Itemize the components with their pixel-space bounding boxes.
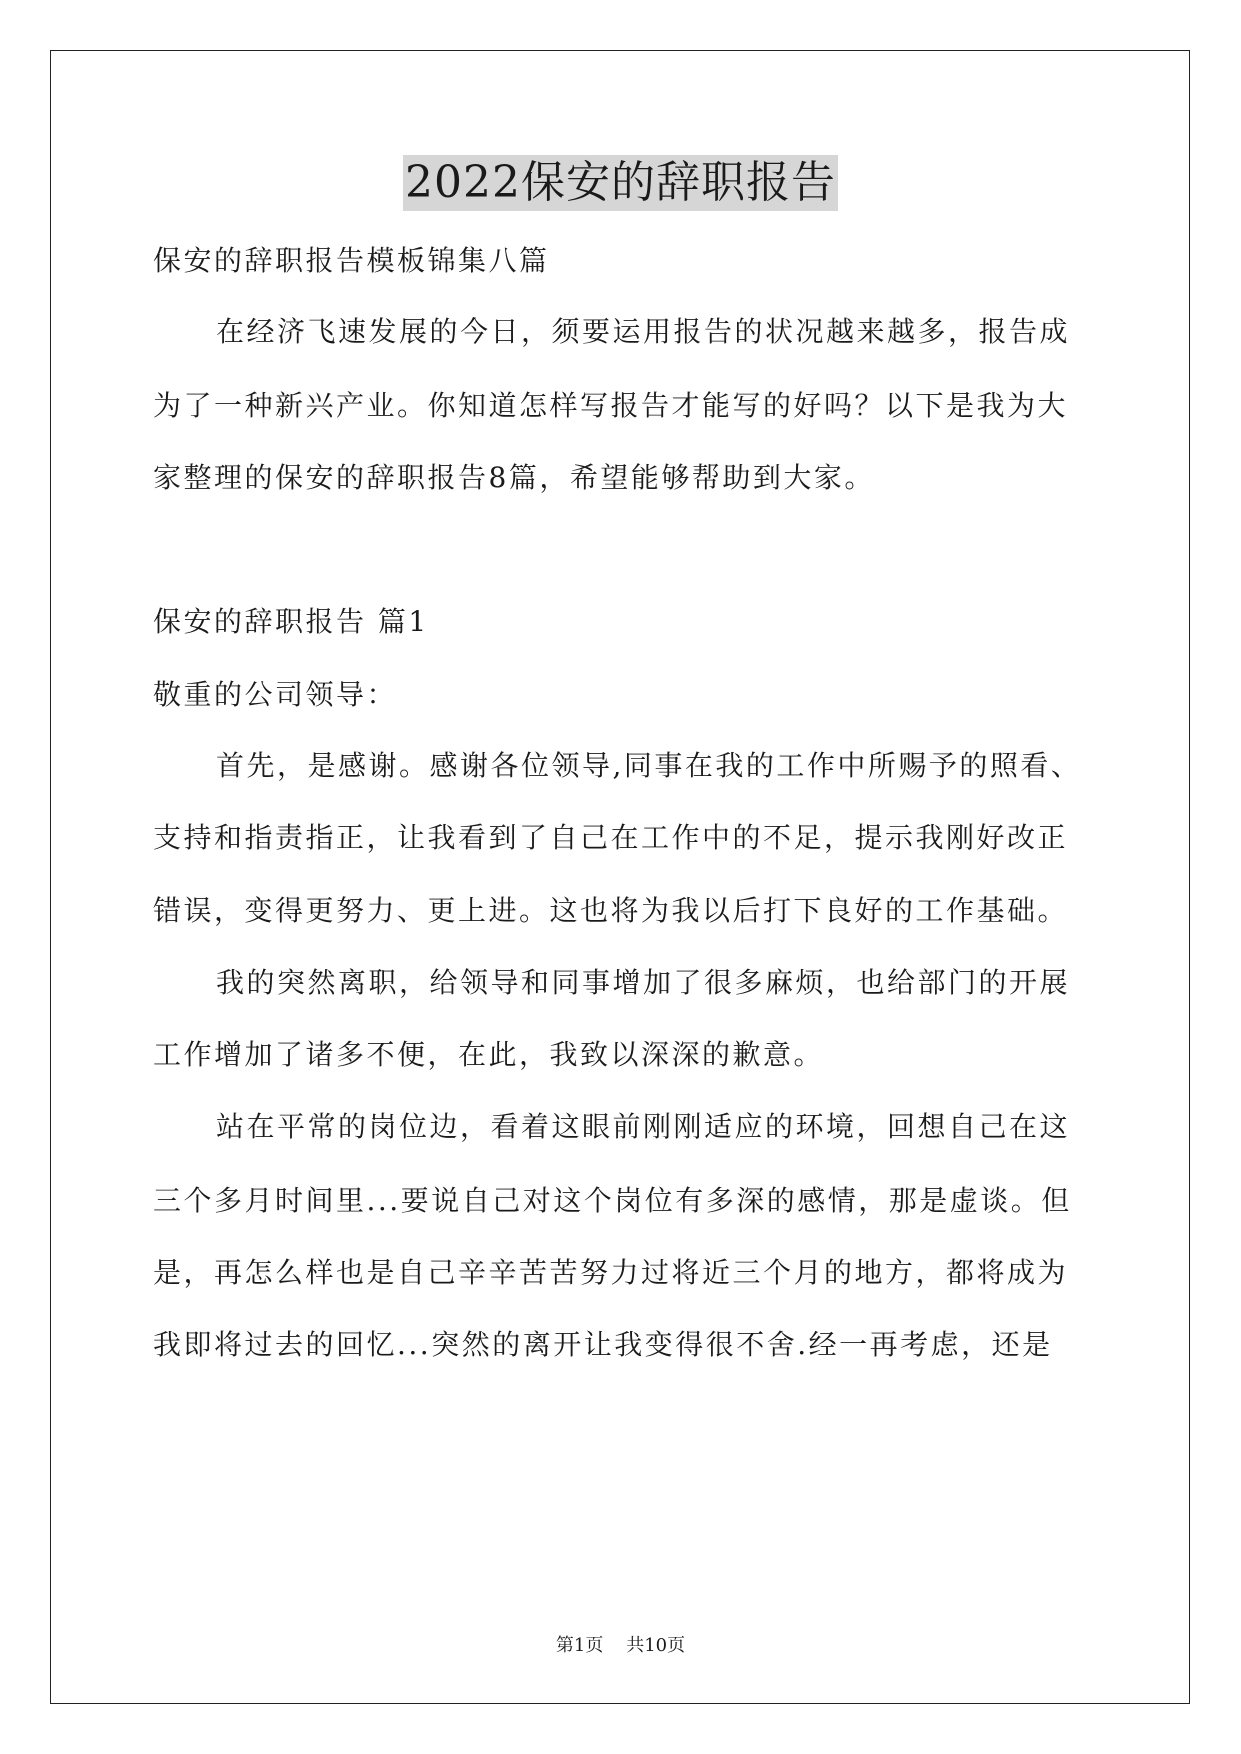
body-line: 我的突然离职，给领导和同事增加了很多麻烦，也给部门的开展 [216,966,1071,999]
body-line: 是，再怎么样也是自己辛辛苦苦努力过将近三个月的地方，都将成为 [153,1256,1069,1289]
page-footer [0,1634,1241,1658]
total-pages: 共10页 [626,1635,686,1656]
document-subtitle: 保安的辞职报告模板锦集八篇 [153,244,550,277]
page-border [50,50,1190,1704]
salutation: 敬重的公司领导： [153,678,398,711]
body-line: 工作增加了诸多不便，在此，我致以深深的歉意。 [153,1038,825,1071]
section-heading: 保安的辞职报告 篇1 [153,605,429,638]
body-line: 错误，变得更努力、更上进。这也将为我以后打下良好的工作基础。 [153,894,1069,927]
body-line: 站在平常的岗位边，看着这眼前刚刚适应的环境，回想自己在这 [216,1110,1071,1143]
body-line: 三个多月时间里...要说自己对这个岗位有多深的感情，那是虚谈。但 [153,1184,1072,1217]
intro-line: 为了一种新兴产业。你知道怎样写报告才能写的好吗？以下是我为大 [153,389,1069,422]
intro-line: 家整理的保安的辞职报告8篇，希望能够帮助到大家。 [153,461,875,494]
body-line: 我即将过去的回忆...突然的离开让我变得很不舍.经一再考虑，还是 [153,1328,1053,1361]
body-line: 首先，是感谢。感谢各位领导,同事在我的工作中所赐予的照看、 [216,749,1082,782]
page-number: 第1页 [555,1635,604,1656]
body-line: 支持和指责指正，让我看到了自己在工作中的不足，提示我刚好改正 [153,821,1069,854]
title-container [0,155,1241,211]
footer-gap [603,1635,626,1656]
document-title: 2022保安的辞职报告 [403,155,838,211]
intro-line: 在经济飞速发展的今日，须要运用报告的状况越来越多，报告成 [216,315,1071,348]
